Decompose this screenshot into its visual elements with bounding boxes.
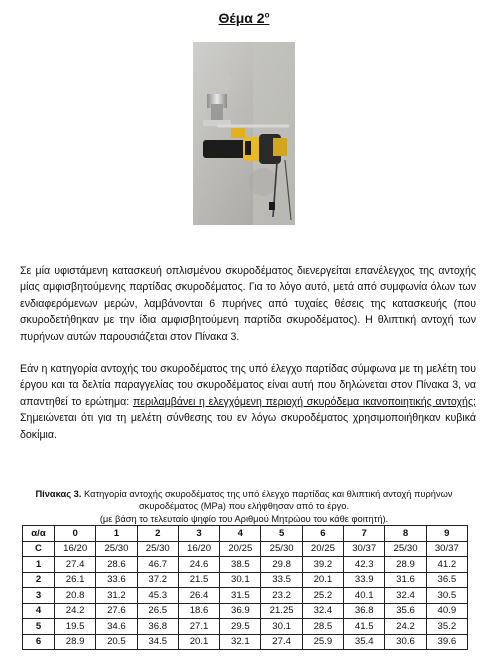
header-cell: 8 xyxy=(385,526,426,542)
table-row xyxy=(23,634,468,650)
table-cell: 30/37 xyxy=(344,541,385,557)
row-label-cell: 3 xyxy=(23,588,55,604)
table-cell: 26.1 xyxy=(55,572,96,588)
table-cell: 24.2 xyxy=(55,603,96,619)
table-row xyxy=(23,603,468,619)
row-label-cell: 4 xyxy=(23,603,55,619)
table-cell: 20.8 xyxy=(55,588,96,604)
table-body xyxy=(23,541,468,650)
title-text: Θέμα 2 xyxy=(218,10,265,26)
table-cell: 20.5 xyxy=(96,634,137,650)
strength-table xyxy=(22,525,468,650)
table-cell: 16/20 xyxy=(55,541,96,557)
caption-label: Πίνακας 3. xyxy=(35,489,82,499)
table-cell: 36.9 xyxy=(220,603,261,619)
table-cell: 42.3 xyxy=(344,557,385,573)
table-row xyxy=(23,557,468,573)
table-cell: 21.5 xyxy=(178,572,219,588)
table-cell: 28.6 xyxy=(96,557,137,573)
question-underlined: περιλαμβάνει η ελεγχόμενη περιοχή σκυρόδεμα ικανοποιητικής αντοχής; xyxy=(132,395,476,408)
table-caption xyxy=(14,488,474,525)
row-label-cell: C xyxy=(23,541,55,557)
table-cell: 25/30 xyxy=(261,541,302,557)
table-cell: 29.8 xyxy=(261,557,302,573)
table-cell: 35.4 xyxy=(344,634,385,650)
header-cell: 0 xyxy=(55,526,96,542)
table-cell: 27.6 xyxy=(96,603,137,619)
table-cell: 20/25 xyxy=(302,541,343,557)
table-cell: 45.3 xyxy=(137,588,178,604)
table-cell: 30.6 xyxy=(385,634,426,650)
table-cell: 28.9 xyxy=(55,634,96,650)
table-cell: 31.6 xyxy=(385,572,426,588)
table-cell: 30/37 xyxy=(426,541,467,557)
table-cell: 20/25 xyxy=(220,541,261,557)
row-label-cell: 1 xyxy=(23,557,55,573)
table-cell: 25/30 xyxy=(385,541,426,557)
table-cell: 18.6 xyxy=(178,603,219,619)
table-cell: 20.1 xyxy=(302,572,343,588)
row-label-cell: 2 xyxy=(23,572,55,588)
table-cell: 46.7 xyxy=(137,557,178,573)
table-row xyxy=(23,588,468,604)
table-cell: 19.5 xyxy=(55,619,96,635)
page-title xyxy=(0,10,488,26)
table-cell: 35.6 xyxy=(385,603,426,619)
table-cell: 28.5 xyxy=(302,619,343,635)
table-cell: 31.2 xyxy=(96,588,137,604)
header-cell: 9 xyxy=(426,526,467,542)
table-cell: 20.1 xyxy=(178,634,219,650)
table-cell: 21.25 xyxy=(261,603,302,619)
paragraph-situation: Σε μία υφιστάμενη κατασκευή οπλισμένου σκυροδέματος διενεργείται επανέλεγχος της αντοχής μίας αμφισβητούμενης παρτίδας σκυροδέματος. Για το λόγο αυτό, μετά από συμφωνία όλων των ενδιαφερόμενων μερών, λαμβάνονται 6 πυρήνες από τυχαίες θέσεις της κατασκευής (που σκυροδετήθηκαν με την ίδια αμφισβητούμενη παρτίδα σκυροδέματος). Η θλιπτική αντοχή των πυρήνων αυτών παρουσιάζεται στον Πίνακα 3. xyxy=(20,265,476,343)
table-cell: 32.4 xyxy=(385,588,426,604)
table-cell: 33.5 xyxy=(261,572,302,588)
table-row xyxy=(23,572,468,588)
table-cell: 40.1 xyxy=(344,588,385,604)
table-cell: 25/30 xyxy=(96,541,137,557)
table-cell: 36.8 xyxy=(344,603,385,619)
table-cell: 25.9 xyxy=(302,634,343,650)
table-cell: 26.5 xyxy=(137,603,178,619)
table-cell: 32.4 xyxy=(302,603,343,619)
table-cell: 37.2 xyxy=(137,572,178,588)
row-label-cell: 5 xyxy=(23,619,55,635)
table-cell: 30.5 xyxy=(426,588,467,604)
table-cell: 35.2 xyxy=(426,619,467,635)
table-cell: 39.2 xyxy=(302,557,343,573)
table-cell: 27.1 xyxy=(178,619,219,635)
table-cell: 25.2 xyxy=(302,588,343,604)
table-row xyxy=(23,619,468,635)
core-drilling-machine-photo xyxy=(193,42,295,225)
table-cell: 36.8 xyxy=(137,619,178,635)
table-cell: 25/30 xyxy=(137,541,178,557)
table-cell: 41.5 xyxy=(344,619,385,635)
header-cell: 4 xyxy=(220,526,261,542)
caption-text: Κατηγορία αντοχής σκυροδέματος της υπό έλεγχο παρτίδας και θλιπτική αντοχή πυρήνων σκυροδέματος (MPa) που ελήφθησαν από το έργο. xyxy=(81,489,453,512)
table-header-row xyxy=(23,526,468,542)
title-superscript: ο xyxy=(264,10,270,20)
table-cell: 30.1 xyxy=(220,572,261,588)
caption-note: (με βάση το τελευταίο ψηφίο του Αριθμού Μητρώου του κάθε φοιτητή). xyxy=(99,513,389,524)
table-cell: 40.9 xyxy=(426,603,467,619)
question-note: Σημειώνεται ότι για τη μελέτη σύνθεσης του εν λόγω σκυροδέματος χρησιμοποιήθηκαν κυβικά δοκίμια. xyxy=(20,412,476,441)
table-cell: 29.5 xyxy=(220,619,261,635)
table-cell: 36.5 xyxy=(426,572,467,588)
question-intro: Εάν η κατηγορία αντοχής του σκυροδέματος της υπό έλεγχο παρτίδας σύμφωνα με τη μελέτη του έργου και τα δελτία παραγγελίας του σκυροδέματος είναι αυτή που δηλώνεται στον Πίνακα 3, να απαντηθεί το ερώτημα: xyxy=(20,363,476,408)
table-cell: 24.6 xyxy=(178,557,219,573)
table-cell: 24.2 xyxy=(385,619,426,635)
header-cell: 6 xyxy=(302,526,343,542)
paragraph-question xyxy=(20,361,476,443)
table-cell: 39.6 xyxy=(426,634,467,650)
table-cell: 34.5 xyxy=(137,634,178,650)
table-cell: 32.1 xyxy=(220,634,261,650)
table-cell: 31.5 xyxy=(220,588,261,604)
table-cell: 16/20 xyxy=(178,541,219,557)
table-row xyxy=(23,541,468,557)
table-cell: 27.4 xyxy=(261,634,302,650)
header-cell: 2 xyxy=(137,526,178,542)
table-cell: 23.2 xyxy=(261,588,302,604)
table-cell: 27.4 xyxy=(55,557,96,573)
table-cell: 38.5 xyxy=(220,557,261,573)
row-label-cell: 6 xyxy=(23,634,55,650)
table-cell: 28.9 xyxy=(385,557,426,573)
table-cell: 34.6 xyxy=(96,619,137,635)
header-cell: 3 xyxy=(178,526,219,542)
header-cell: 1 xyxy=(96,526,137,542)
table-cell: 41.2 xyxy=(426,557,467,573)
table-cell: 33.9 xyxy=(344,572,385,588)
table-cell: 26.4 xyxy=(178,588,219,604)
header-cell: 5 xyxy=(261,526,302,542)
header-cell: 7 xyxy=(344,526,385,542)
table-cell: 33.6 xyxy=(96,572,137,588)
header-cell: α/α xyxy=(23,526,55,542)
table-cell: 30.1 xyxy=(261,619,302,635)
